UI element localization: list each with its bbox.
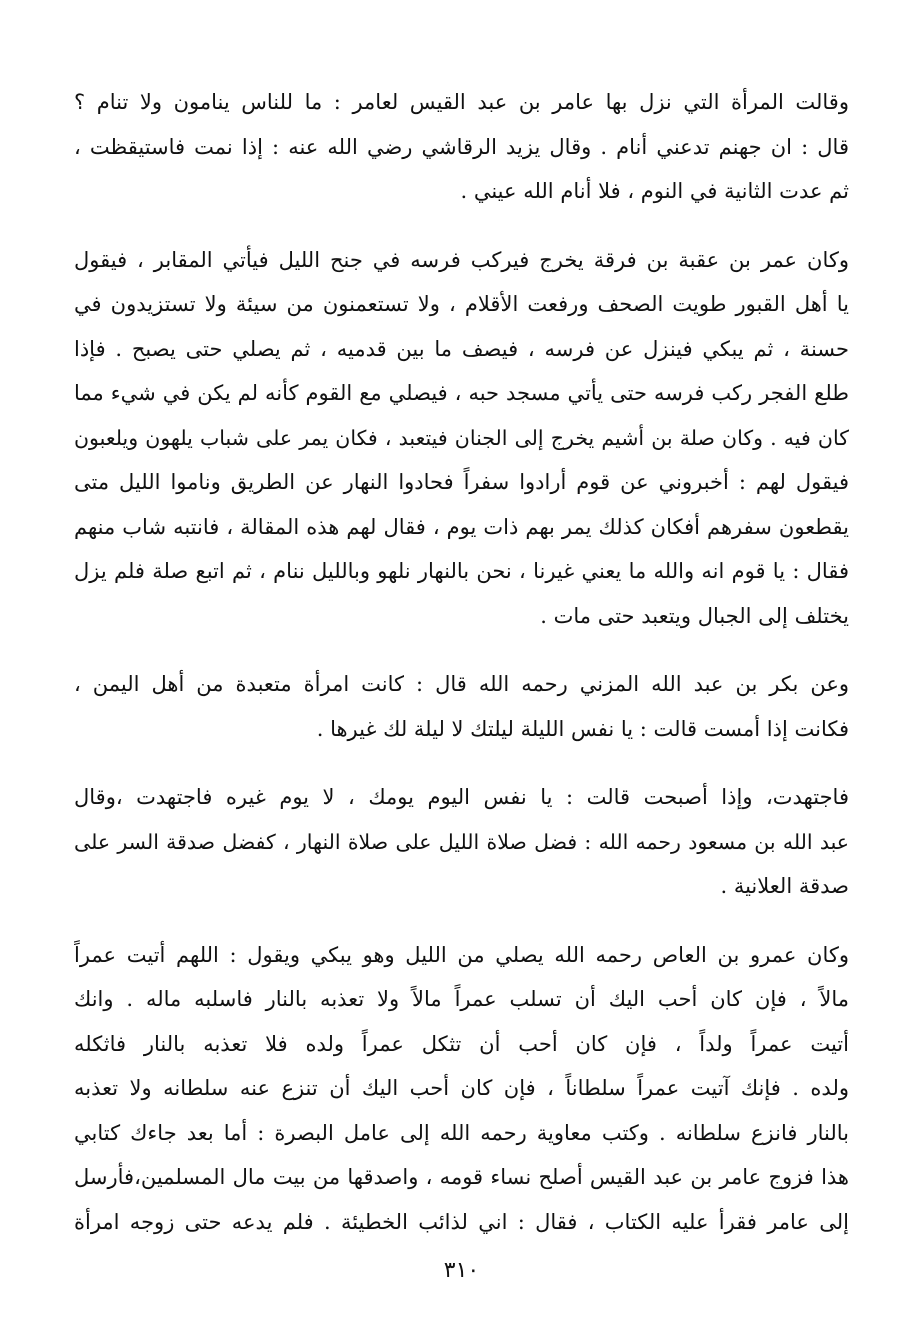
text-line: ولده . فإنك آتيت عمراً سلطاناً ، فإن كان أحب اليك أن تنزع عنه سلطانه ولا تعذبه [74,1076,849,1100]
text-line: إلى عامر فقرأ عليه الكتاب ، فقال : اني لذائب الخطيئة . فلم يدعه حتى زوجه امرأة [74,1209,849,1234]
text-line: عبد الله بن مسعود رحمه الله : فضل صلاة الليل على صلاة النهار ، كفضل صدقة السر على [74,829,849,854]
text-line: فيقول لهم : أخبروني عن قوم أرادوا سفراً فحادوا النهار عن الطريق وناموا الليل متى [74,470,849,494]
text-line: يا أهل القبور طويت الصحف ورفعت الأقلام ، ولا تستعمنون من سيئة ولا تستزيدون في [74,292,849,316]
text-line: فكانت إذا أمست قالت : يا نفس الليلة ليلتك لا ليلة لك غيرها . [316,716,849,741]
body-text [74,80,849,1268]
text-line: صدقة العلانية . [720,874,849,898]
text-line: هذا فزوج عامر بن عبد القيس أصلح نساء قومه ، واصدقها من بيت مال المسلمين،فأرسل [74,1165,849,1189]
text-line: فاجتهدت، وإذا أصبحت قالت : يا نفس اليوم يومك ، لا يوم غيره فاجتهدت ،وقال [74,785,849,809]
text-line: وكان عمر بن عقبة بن فرقة يخرج فيركب فرسه في جنح الليل فيأتي المقابر ، فيقول [74,247,849,272]
paragraph-2 [74,238,849,639]
paragraph-4 [74,775,849,909]
paragraph-3 [74,662,849,751]
text-line: بالنار فانزع سلطانه . وكتب معاوية رحمه الله إلى عامل البصرة : أما بعد جاءك كتابي [74,1120,849,1145]
paragraph-5 [74,933,849,1245]
text-line: حسنة ، ثم يبكي فينزل عن فرسه ، فيصف ما بين قدميه ، ثم يصلي حتى يصبح . فإذا [74,336,849,361]
text-line: يختلف إلى الجبال ويتعبد حتى مات . [540,603,849,628]
text-line: مالاً ، فإن كان أحب اليك أن تسلب عمراً مالاً ولا تعذبه بالنار فاسلبه ماله . وانك [74,987,849,1011]
text-line: وكان عمرو بن العاص رحمه الله يصلي من الليل وهو يبكي ويقول : اللهم أتيت عمراً [74,942,849,967]
text-line: أتيت عمراً ولداً ، فإن كان أحب أن تثكل عمراً ولده فلا تعذبه بالنار فاثكله [74,1031,849,1056]
page-number: ٣١٠ [443,1258,480,1283]
text-line: فقال : يا قوم انه والله ما يعني غيرنا ، نحن بالنهار نلهو وبالليل ننام ، ثم اتبع صلة فلم يزل [74,559,849,583]
text-line: طلع الفجر ركب فرسه حتى يأتي مسجد حبه ، فيصلي مع القوم كأنه لم يكن في شيء مما [74,381,849,405]
text-line: ثم عدت الثانية في النوم ، فلا أنام الله عيني . [460,179,849,203]
text-line: وقالت المرأة التي نزل بها عامر بن عبد القيس لعامر : ما للناس ينامون ولا تنام ؟ [74,90,849,114]
text-line: قال : ان جهنم تدعني أنام . وقال يزيد الرقاشي رضي الله عنه : إذا نمت فاستيقظت ، [74,134,849,159]
text-line: وعن بكر بن عبد الله المزني رحمه الله قال : كانت امرأة متعبدة من أهل اليمن ، [74,672,849,696]
text-line: يقطعون سفرهم أفكان كذلك يمر بهم ذات يوم ، فقال لهم هذه المقالة ، فانتبه شاب منهم [74,514,849,539]
text-line: كان فيه . وكان صلة بن أشيم يخرج إلى الجنان فيتعبد ، فكان يمر على شباب يلهون ويلعبون [74,425,849,450]
paragraph-1 [74,80,849,214]
